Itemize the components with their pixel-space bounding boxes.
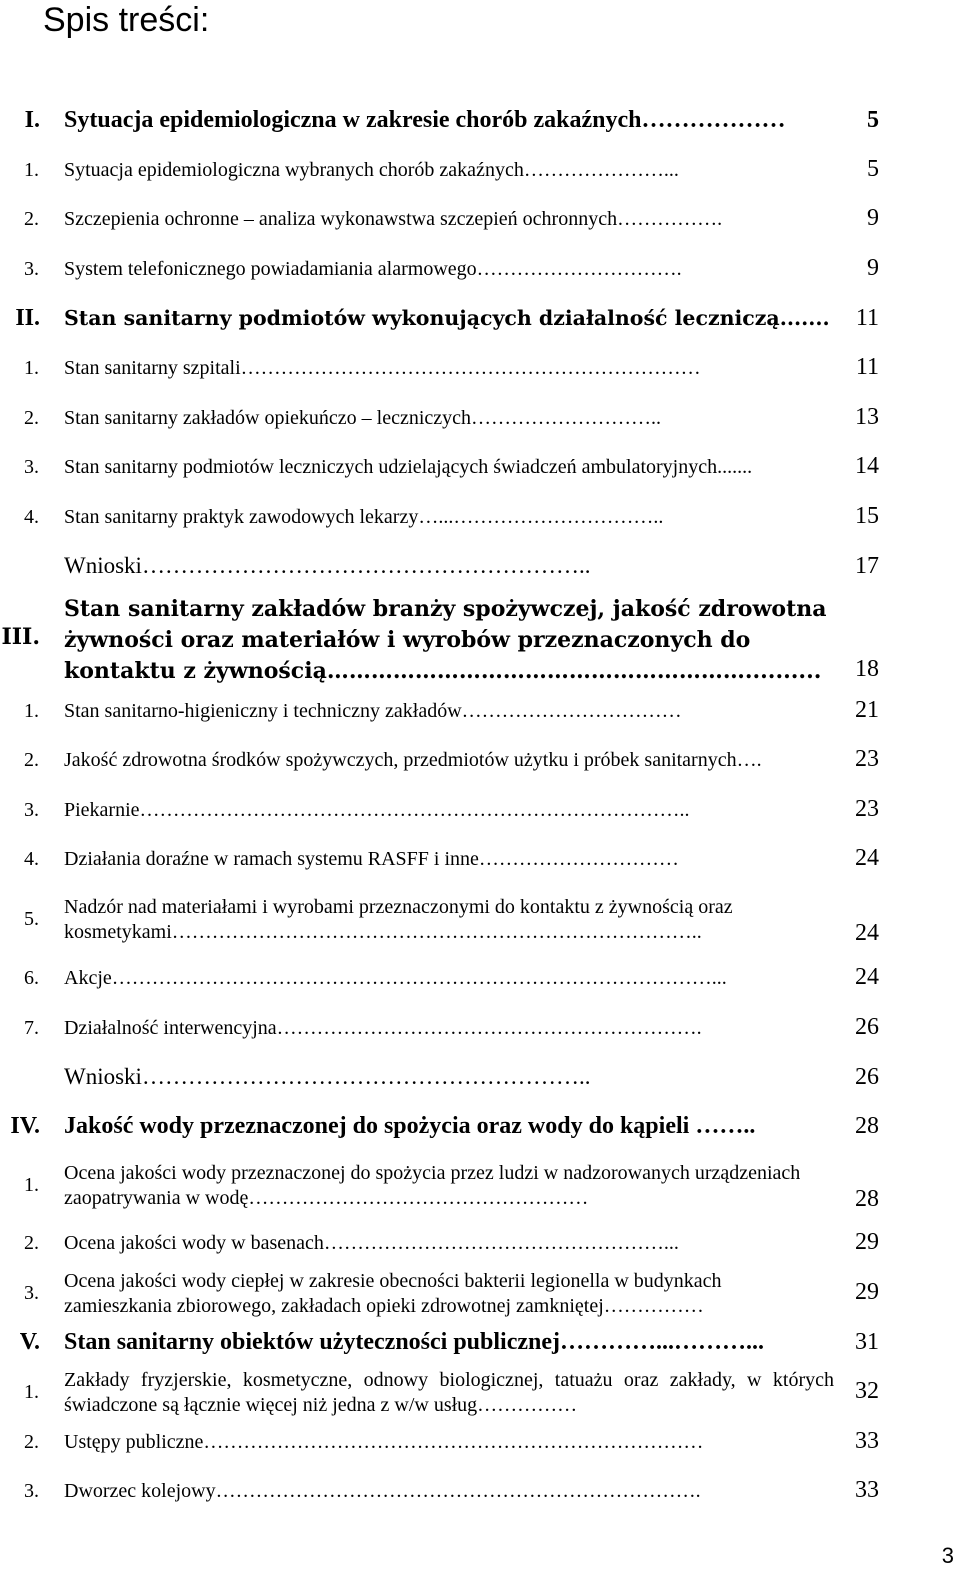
toc-entry-page: 17 [855,553,879,579]
toc-entry-title: Stan sanitarny szpitali…………………………………………………………… [64,357,701,379]
toc-entry-number: 1. [24,700,39,722]
page-number: 3 [941,1543,954,1568]
toc-entry-page: 9 [867,255,879,281]
toc-entry-title: Ocena jakości wody w basenach……………………………………………... [64,1232,679,1254]
toc-entry-number: 5. [24,908,39,930]
toc-entry-title: Stan sanitarny podmiotów leczniczych udzielających świadczeń ambulatoryjnych....... [64,456,753,478]
toc-entry-title: Nadzór nad materiałami i wyrobami przeznaczonymi do kontaktu z żywnością oraz kosmetykami…………………………………………………………………….. [64,896,733,943]
toc-entry-page: 13 [855,404,879,430]
toc-entry-number: 3. [24,1282,39,1304]
toc-entry-title: Działania doraźne w ramach systemu RASFF i inne………………………… [64,848,679,870]
toc-entry-title: Sytuacja epidemiologiczna wybranych chorób zakaźnych…………………... [64,159,679,181]
toc-entry-number: 2. [24,749,39,771]
toc-entry-page: 24 [855,845,879,871]
toc-entry-title: Działalność interwencyjna………………………………………………………. [64,1017,702,1039]
toc-entry-title: Szczepienia ochronne – analiza wykonawstwa szczepień ochronnych……………. [64,208,723,230]
toc-entry-page: 28 [855,1186,879,1212]
toc-entry-number: II. [15,305,40,331]
toc-entry-page: 5 [867,107,879,133]
toc-entry-page: 18 [855,656,879,682]
toc-entry-page: 31 [855,1329,879,1355]
toc-entry-page: 15 [855,503,879,529]
toc-entry-page: 32 [855,1378,879,1404]
toc-entry-number: 4. [24,506,39,528]
toc-entry-page: 24 [855,964,879,990]
toc-entry-title: Wnioski………………………………………………….. [64,1064,591,1089]
toc-entry-number: 6. [24,967,39,989]
toc-entry-page: 9 [867,205,879,231]
toc-entry-page: 28 [855,1113,879,1139]
toc-entry-page: 33 [855,1428,879,1454]
toc-entry-title: Stan sanitarny praktyk zawodowych lekarzy…...………………………….. [64,506,664,528]
toc-entry-title: Piekarnie……………………………………………………………………….. [64,799,690,821]
toc-entry-number: 1. [24,357,39,379]
toc-entry-title: Sytuacja epidemiologiczna w zakresie chorób zakaźnych……………… [64,107,786,133]
toc-entry-title: Jakość wody przeznaczonej do spożycia oraz wody do kąpieli …….. [64,1113,756,1139]
toc-entry-number: 1. [24,1381,39,1403]
toc-entry-page: 23 [855,796,879,822]
toc-entry-page: 26 [855,1014,879,1040]
toc-entry-title: Stan sanitarny zakładów branży spożywczej, jakość zdrowotna żywności oraz materiałów i wyrobów przeznaczonych do kontaktu z żywnością………………………………………………….......... [64,596,827,684]
toc-entry-title: Stan sanitarny obiektów użyteczności publicznej…………...………... [64,1329,765,1355]
toc-entry-title: Wnioski………………………………………………….. [64,553,591,578]
toc-entry-number: III. [1,624,40,650]
page-title: Spis treści: [43,1,210,39]
toc-entry-page: 29 [855,1279,879,1305]
toc-entry-title: Ocena jakości wody przeznaczonej do spożycia przez ludzi w nadzorowanych urządzeniach zaopatrywania w wodę…………………………………………… [64,1162,801,1209]
toc-entry-title: Dworzec kolejowy………………………………………………………………. [64,1480,701,1502]
toc-entry-title: System telefonicznego powiadamiania alarmowego…………………………. [64,258,682,280]
toc-entry-number: 2. [24,1431,39,1453]
toc-entry-title: Ocena jakości wody ciepłej w zakresie obecności bakterii legionella w budynkach zamieszkania zbiorowego, zakładach opieki zdrowotnej zamkniętej…………… [64,1270,722,1317]
toc-entry-page: 26 [855,1064,879,1090]
toc-entry-number: 1. [24,1174,39,1196]
toc-entry-title: Stan sanitarny podmiotów wykonujących działalność leczniczą....... [64,306,830,330]
toc-entry-number: 2. [24,1232,39,1254]
toc-entry-page: 23 [855,746,879,772]
toc-entry-number: 3. [24,799,39,821]
toc-entry-title: Stan sanitarny zakładów opiekuńczo – leczniczych……………………….. [64,407,662,429]
toc-entry-number: 7. [24,1017,39,1039]
toc-entry-number: I. [24,107,40,133]
toc-entry-number: 2. [24,407,39,429]
toc-entry-page: 29 [855,1229,879,1255]
toc-entry-number: 2. [24,208,39,230]
toc-entry-page: 5 [867,156,879,182]
toc-entry-number: 3. [24,1480,39,1502]
toc-entry-number: V. [19,1329,40,1355]
toc-entry-number: 1. [24,159,39,181]
toc-entry-number: IV. [10,1113,40,1139]
toc-entry-page: 33 [855,1477,879,1503]
toc-entry-title: Akcje………………………………………………………………………………... [64,967,727,989]
toc-entry-title: Stan sanitarno-higieniczny i techniczny zakładów…………………………… [64,700,682,722]
toc-entry-number: 4. [24,848,39,870]
toc-entry-title: Zakłady fryzjerskie, kosmetyczne, odnowy biologicznej, tatuażu oraz zakłady, w których świadczone są łącznie więcej niż jedna z w/w usług…………… [64,1369,834,1416]
toc-entry-page: 24 [855,920,879,946]
toc-entry-page: 21 [855,697,879,723]
toc-entry-number: 3. [24,258,39,280]
toc-entry-number: 3. [24,456,39,478]
toc-entry-page: 11 [855,305,879,331]
toc-entry-page: 11 [855,354,879,380]
toc-entry-title: Ustępy publiczne………………………………………………………………… [64,1431,704,1453]
toc-entry-title: Jakość zdrowotna środków spożywczych, przedmiotów użytku i próbek sanitarnych…. [64,749,762,771]
toc-entry-page: 14 [855,453,879,479]
